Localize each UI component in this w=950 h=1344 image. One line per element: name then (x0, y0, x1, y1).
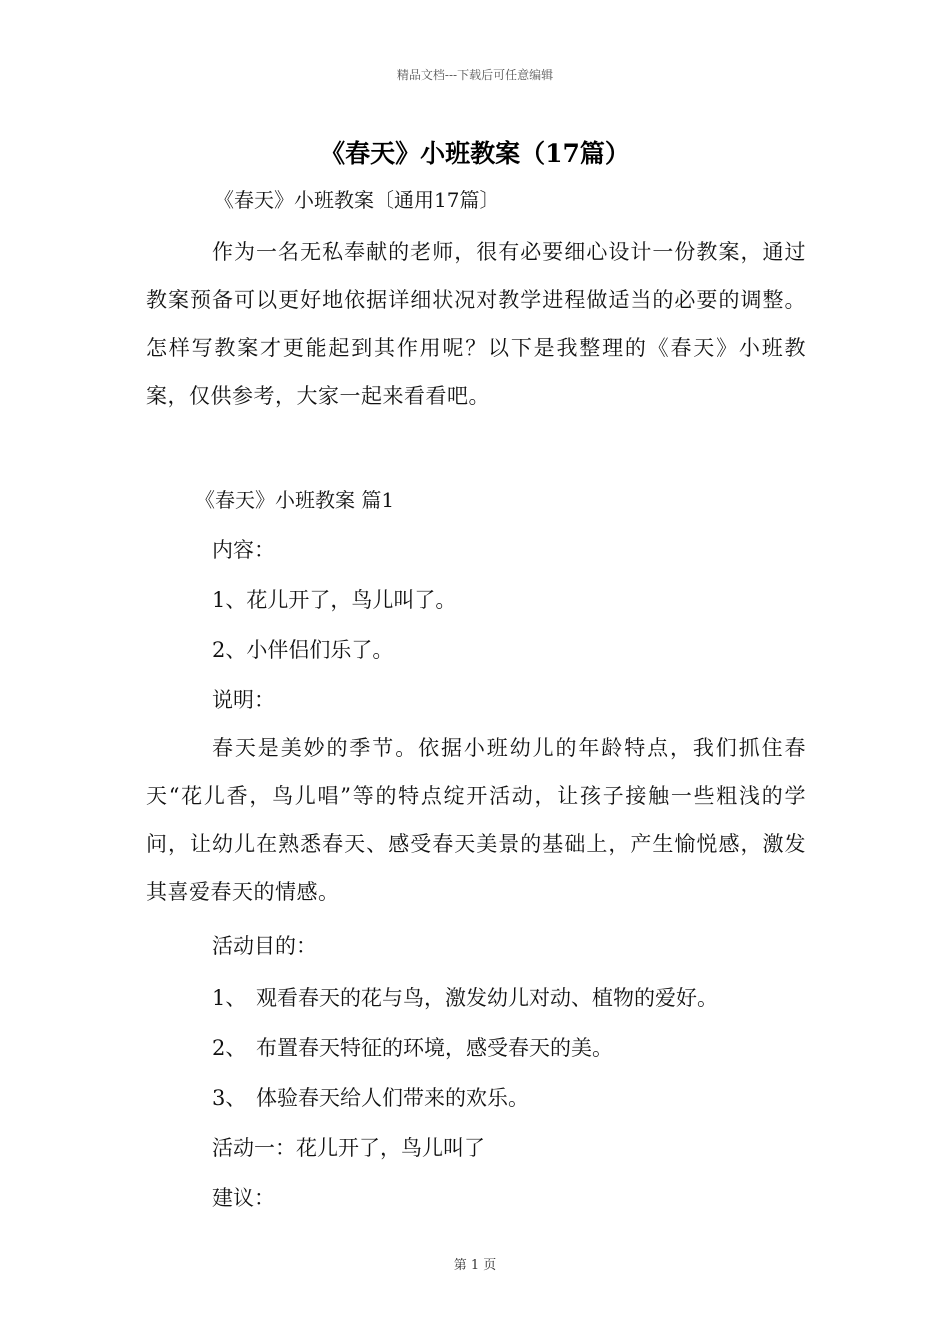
goal-item (212, 984, 718, 1012)
goal-text: 观看春天的花与鸟，激发幼儿对动、植物的爱好。 (256, 986, 718, 1010)
goal-number: 3、 (212, 1086, 247, 1110)
goal-number: 2、 (212, 1036, 247, 1060)
description-paragraph: 春天是美妙的季节。依据小班幼儿的年龄特点，我们抓住春天“花儿香，鸟儿唱”等的特点绽开活动，让孩子接触一些粗浅的学问，让幼儿在熟悉春天、感受春天美景的基础上，产生愉悦感，激发其喜爱春天的情感。 (146, 736, 806, 904)
intro-paragraph: 作为一名无私奉献的老师，很有必要细心设计一份教案，通过教案预备可以更好地依据详细状况对教学进程做适当的必要的调整。怎样写教案才更能起到其作用呢？以下是我整理的《春天》小班教案，仅供参考，大家一起来看看吧。 (146, 240, 806, 408)
header-note: 精品文档---下载后可任意编辑 (396, 68, 554, 82)
explain-label: 说明： (212, 688, 275, 712)
activity-heading: 活动一：花儿开了，鸟儿叫了 (212, 1136, 485, 1160)
section-heading: 《春天》小班教案 篇1 (195, 488, 395, 512)
suggest-label: 建议： (212, 1186, 275, 1210)
goal-text: 布置春天特征的环境，感受春天的美。 (256, 1036, 613, 1060)
document-title: 《春天》小班教案（17篇） (320, 139, 630, 168)
document-subtitle: 《春天》小班教案〔通用17篇〕 (214, 188, 500, 212)
content-item: 1、花儿开了，鸟儿叫了。 (212, 588, 457, 612)
content-label: 内容： (212, 538, 275, 562)
goal-item (212, 1034, 613, 1062)
goal-text: 体验春天给人们带来的欢乐。 (256, 1086, 529, 1110)
content-item: 2、小伴侣们乐了。 (212, 638, 394, 662)
goal-number: 1、 (212, 986, 247, 1010)
goals-label: 活动目的： (212, 934, 317, 958)
goal-item (212, 1084, 529, 1112)
page-number: 第 1 页 (453, 1258, 497, 1273)
